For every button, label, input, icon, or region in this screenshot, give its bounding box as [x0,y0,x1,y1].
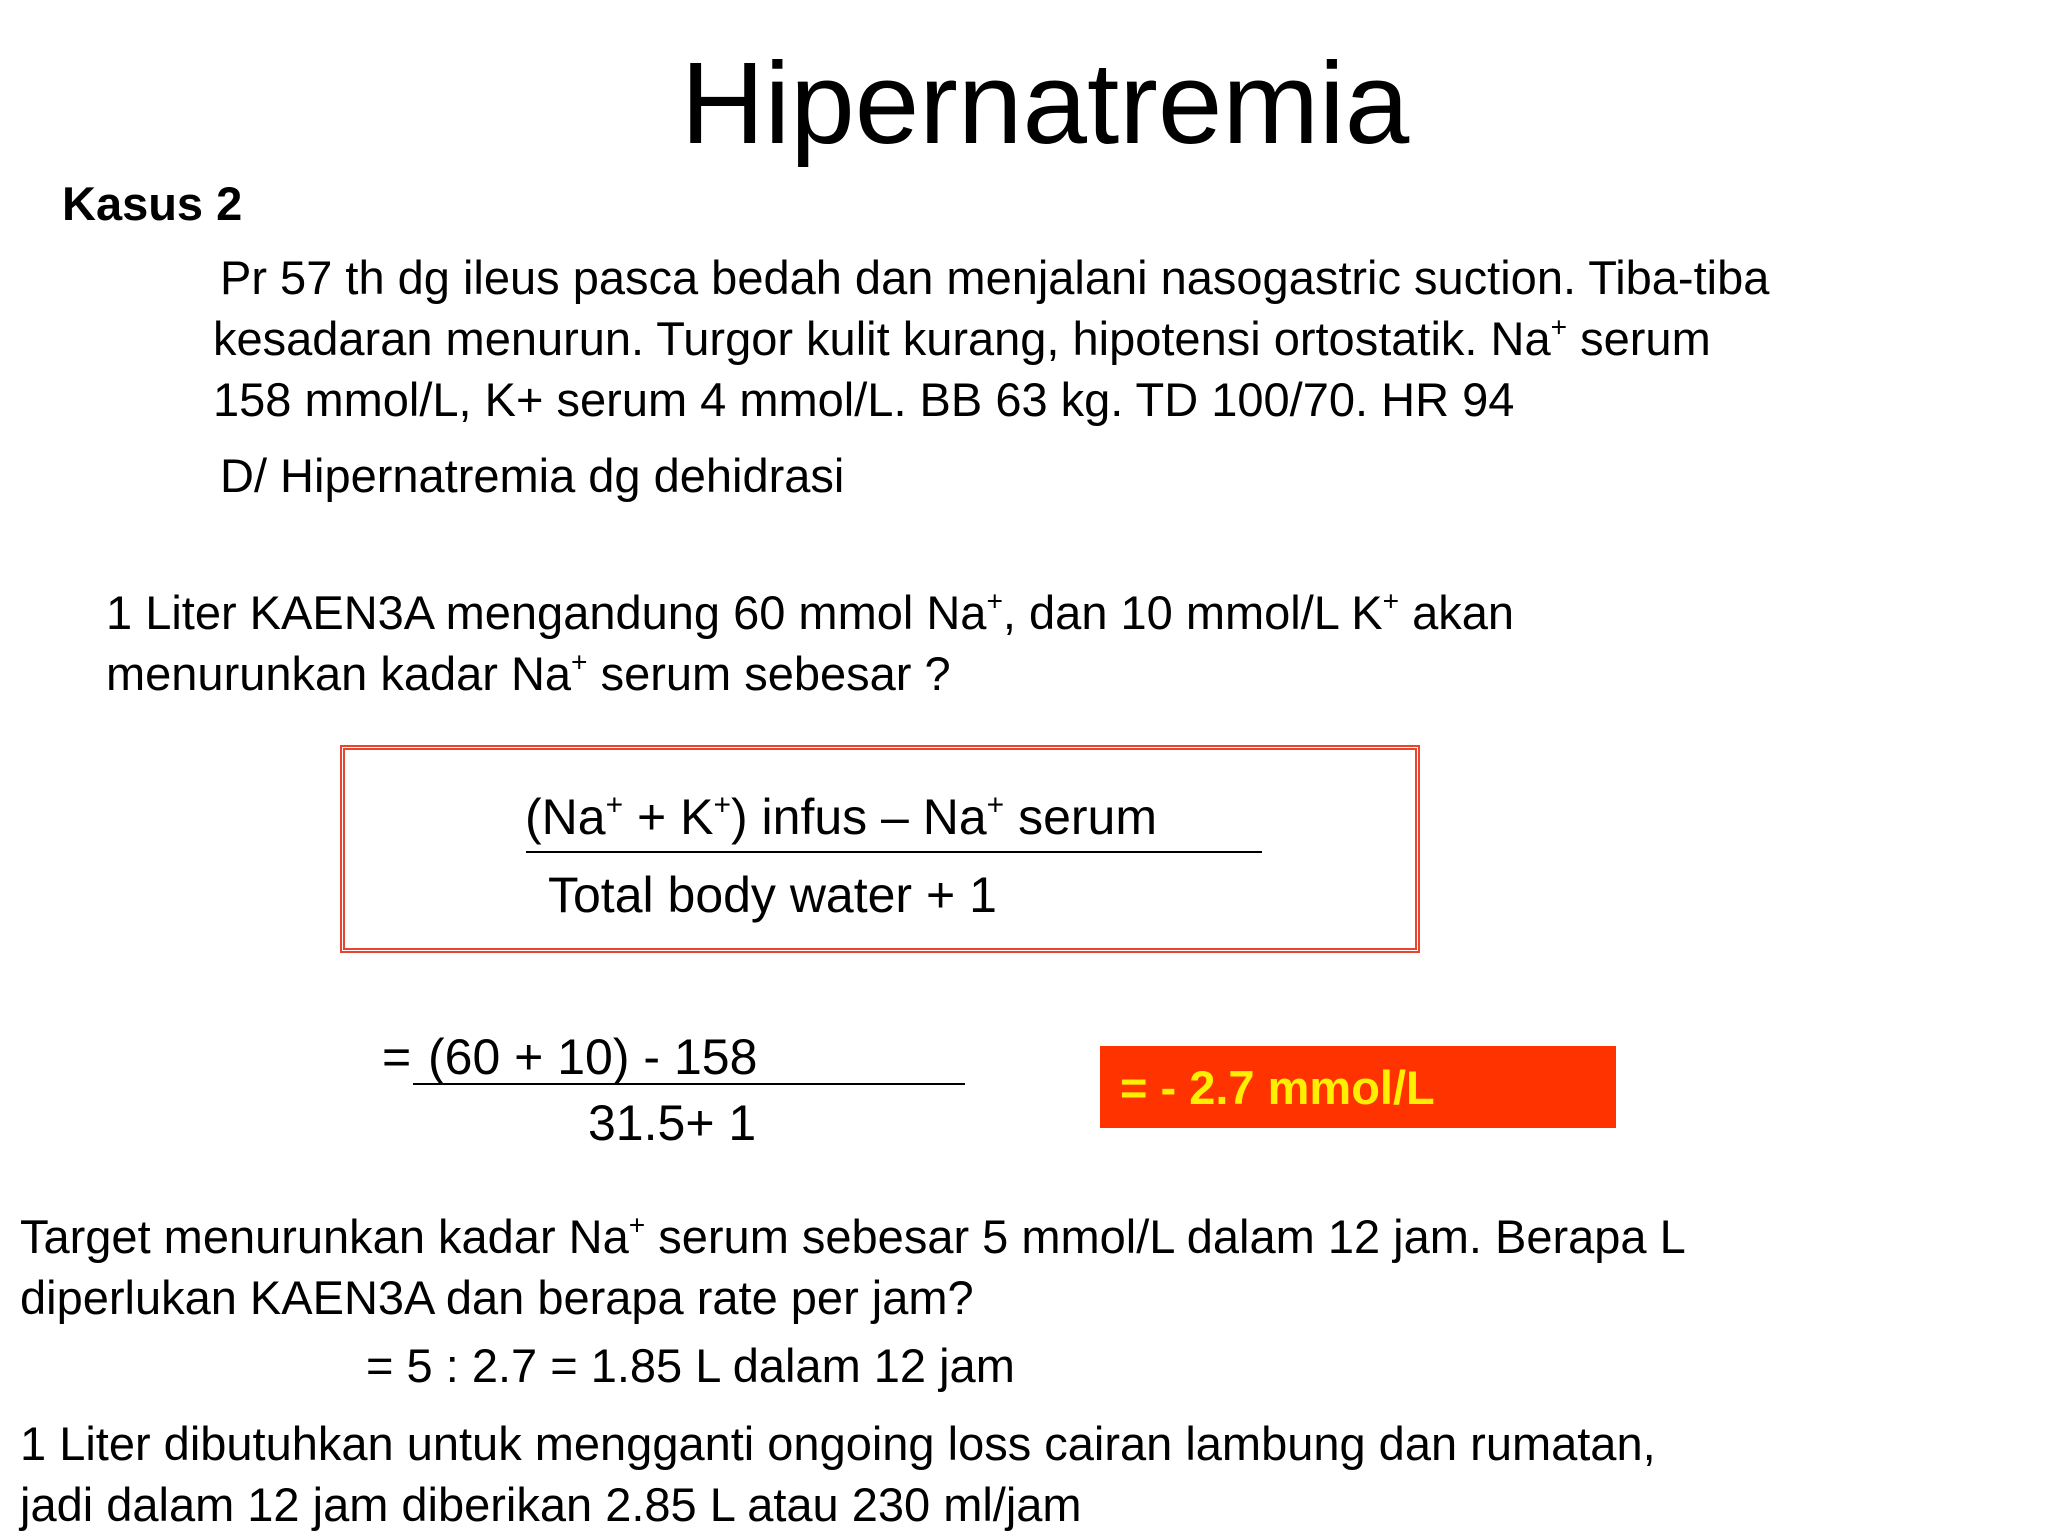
case-text-line-2-a: kesadaran menurun. Turgor kulit kurang, hipotensi ortostatik. Na [213,312,1551,365]
formula-numerator [525,786,1157,848]
question-line-1 [106,583,1514,643]
case-text-line-3: 158 mmol/L, K+ serum 4 mmol/L. BB 63 kg. TD 100/70. HR 94 [213,373,1515,426]
formula-num-sup-2: + [713,788,731,822]
formula-num-d: serum [1004,789,1157,845]
case-label: Kasus 2 [62,177,243,230]
target-answer: = 5 : 2.7 = 1.85 L dalam 12 jam [366,1339,1015,1392]
question-line-1-b: , dan 10 mmol/L K [1002,586,1383,639]
question-line-2-sup: + [571,645,588,678]
question-line-2-a: menurunkan kadar Na [106,647,572,700]
question-line-2 [106,644,951,704]
formula-num-sup-1: + [605,788,624,822]
case-text-line-2-b: serum [1567,312,1711,365]
formula-num-b: + K [623,789,714,845]
question-line-1-c: akan [1399,586,1515,639]
calculation-fraction-line [413,1083,965,1085]
formula-denominator: Total body water + 1 [548,867,997,923]
question-line-1-sup-2: + [1382,584,1400,617]
case-text-line-2-sup: + [1550,310,1568,343]
target-line-1-sup: + [628,1208,646,1241]
calculation-equals: = [382,1029,412,1085]
diagnosis: D/ Hipernatremia dg dehidrasi [220,449,845,502]
result-box: = - 2.7 mmol/L [1100,1046,1616,1128]
calculation-denominator: 31.5+ 1 [588,1095,757,1151]
target-line-2: diperlukan KAEN3A dan berapa rate per jam? [20,1271,974,1324]
conclusion-line-2: jadi dalam 12 jam diberikan 2.85 L atau 230 ml/jam [20,1478,1082,1531]
formula-num-a: (Na [525,789,606,845]
conclusion-line-1: 1 Liter dibutuhkan untuk mengganti ongoing loss cairan lambung dan rumatan, [20,1417,1656,1470]
question-line-1-sup-1: + [986,584,1003,617]
formula-num-c: ) infus – Na [730,789,987,845]
formula-num-sup-3: + [986,788,1005,822]
question-line-1-a: 1 Liter KAEN3A mengandung 60 mmol Na [106,586,987,639]
case-text-line-1: Pr 57 th dg ileus pasca bedah dan menjalani nasogastric suction. Tiba-tiba [220,251,1770,304]
question-line-2-b: serum sebesar ? [587,647,951,700]
case-text-line-2 [213,309,1711,369]
slide-title: Hipernatremia [680,38,1410,168]
target-line-1-b: serum sebesar 5 mmol/L dalam 12 jam. Berapa L [645,1210,1686,1263]
calculation-numerator: (60 + 10) - 158 [428,1029,758,1085]
target-line-1 [20,1207,1686,1267]
formula-fraction-line [526,851,1262,853]
target-line-1-a: Target menurunkan kadar Na [20,1210,629,1263]
